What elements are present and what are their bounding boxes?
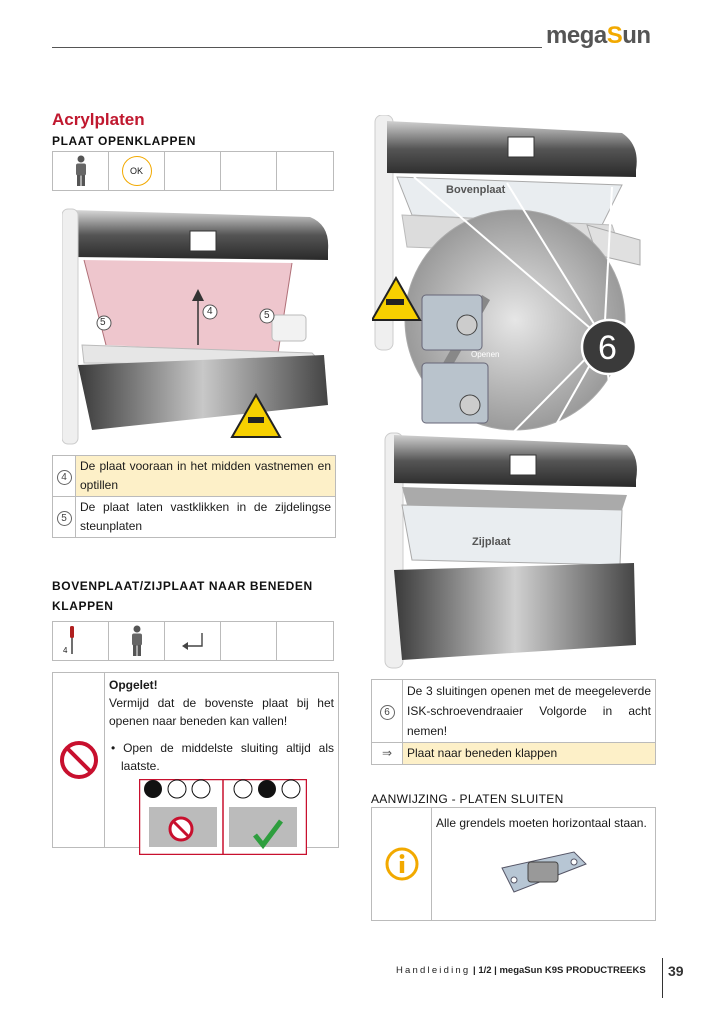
step-number: 5	[57, 511, 72, 526]
callout-5-left: 5	[100, 317, 106, 328]
screwdriver-icon-cell	[53, 622, 109, 660]
return-arrow-icon	[180, 631, 206, 651]
ok-icon-cell	[109, 152, 165, 190]
info-icon	[385, 847, 419, 881]
warning-text: Vermijd dat de bovenste plaat bij het openen naar beneden kan vallen!	[109, 696, 334, 728]
label-sluiten: Sluiten	[463, 430, 488, 439]
page-number: 39	[668, 963, 684, 979]
empty-cell	[221, 622, 277, 660]
section-heading-open: PLAAT OPENKLAPPEN	[52, 134, 196, 148]
screwdriver-icon	[67, 626, 77, 656]
person-icon	[129, 625, 145, 657]
table-row	[53, 456, 336, 497]
latch-horizontal-illustration	[494, 840, 594, 900]
step-text: De 3 sluitingen openen met de meegeleverde ISK-schroevendraaier Volgorde in acht nemen!	[403, 680, 656, 743]
tool-number: 4	[63, 645, 68, 655]
brand-logo: megaSun	[546, 22, 651, 49]
person-icon	[73, 155, 89, 187]
prohibition-icon	[59, 740, 99, 780]
header-rule	[52, 47, 542, 48]
icon-row-lower	[52, 621, 334, 661]
empty-cell	[221, 152, 277, 190]
table-row	[372, 743, 656, 765]
steps-table-open	[52, 455, 336, 538]
label-bovenplaat: Bovenplaat	[446, 184, 506, 196]
steps-table-lower	[371, 679, 656, 765]
warning-box	[52, 672, 339, 848]
callout-6: 6	[598, 329, 617, 367]
info-content	[432, 808, 655, 920]
latch-order-illustration	[139, 779, 307, 855]
footer-divider	[662, 958, 663, 998]
table-row	[53, 497, 336, 538]
label-openen: Openen	[471, 350, 500, 359]
info-box	[371, 807, 656, 921]
prohibition-icon-cell	[53, 673, 105, 847]
step-text: De plaat vooraan in het midden vastnemen en optillen	[76, 456, 336, 497]
empty-cell	[277, 152, 333, 190]
ok-circle-icon	[122, 156, 152, 186]
label-zijplaat: Zijplaat	[472, 536, 511, 548]
step-text: De plaat laten vastklikken in de zijdelingse steunplaten	[76, 497, 336, 538]
step-number: 6	[380, 705, 395, 720]
section-heading-lower-line1: BOVENPLAAT/ZIJPLAAT NAAR BENEDEN	[52, 579, 313, 593]
callout-4: 4	[207, 306, 213, 317]
empty-cell	[165, 152, 221, 190]
info-icon-cell	[372, 808, 432, 920]
right-solarium-illustration	[372, 115, 654, 670]
warning-bullet: • Open de middelste sluiting altijd als laatste.	[111, 741, 334, 773]
person-icon-cell	[109, 622, 165, 660]
page-title: Acrylplaten	[52, 110, 145, 129]
icon-row-open	[52, 151, 334, 191]
return-arrow-icon-cell	[165, 622, 221, 660]
person-icon-cell	[53, 152, 109, 190]
ok-label: OK	[129, 166, 143, 176]
step-number: 4	[57, 470, 72, 485]
empty-cell	[277, 622, 333, 660]
arrow-icon: ⇒	[372, 743, 403, 765]
table-row	[372, 680, 656, 743]
step-text: Plaat naar beneden klappen	[403, 743, 656, 765]
warning-title: Opgelet!	[109, 678, 158, 692]
warning-content	[105, 673, 338, 847]
footer-text: Handleiding | 1/2 | megaSun K9S PRODUCTREEKS	[396, 965, 646, 976]
section-heading-lower-line2: KLAPPEN	[52, 599, 114, 613]
info-text: Alle grendels moeten horizontaal staan.	[436, 816, 647, 830]
section-heading-close: AANWIJZING - PLATEN SLUITEN	[371, 792, 564, 806]
callout-5-right: 5	[264, 310, 270, 321]
